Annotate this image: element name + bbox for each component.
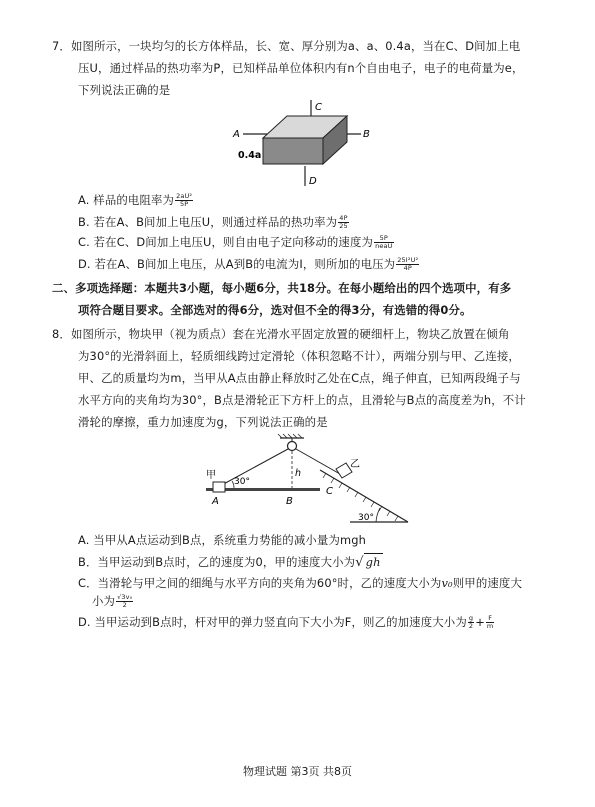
q7-option-d: D. 若在A、B间加上电压，从A到B的电流为I，则所加的电压为 $\frac{\text{25I²U²}}{4P}$ [78,256,419,272]
rope-right [296,449,340,474]
section2-line2: 项符合题目要求。全部选对的得6分，选对但不全的得3分，有选错的得0分。 [78,303,472,317]
q7-line2: 压U，通过样品的热功率为P，已知样品单位体积内有n个自由电子，电子的电荷量为e， [78,61,524,75]
q8-line5: 滑轮的摩擦，重力加速度为g，下列说法正确的是 [78,415,328,429]
label-jia: 甲 [206,470,216,481]
label-d: D [309,176,317,187]
q8-line4: 水平方向的夹角均为30°，B点是滑轮正下方杆上的点，且滑轮与B点的高度差为h，不计 [78,393,526,407]
q8-option-d: D. 当甲运动到B点时，杆对甲的弹力竖直向下大小为F，则乙的加速度大小为 $\frac{g}{2}$ + $\frac{F}{m}$ [78,614,494,630]
q7-figure-block [225,98,385,190]
q7-line1: 7．如图所示，一块均匀的长方体样品，长、宽、厚分别为a、a、0.4a，当在C、D间加上电 [52,39,521,53]
q8-option-c-line1: C．当滑轮与甲之间的细绳与水平方向的夹角为60°时，乙的速度大小为v₀则甲的速度大 [78,576,522,590]
label-angle-slope: 30° [358,513,374,523]
q7-option-a: A. 样品的电阻率为 $\frac{\text{2aU²}}{5P}$ [78,192,193,208]
q7-option-b: B. 若在A、B间加上电压U，则通过样品的热功率为 $\frac{4P}{25}$ [78,214,348,230]
q8-line1: 8．如图所示，物块甲（视为质点）套在光滑水平固定放置的硬细杆上，物块乙放置在倾角 [52,327,510,341]
label-thickness: 0.4a [238,150,262,161]
pulley [288,442,297,451]
label-b: B [363,129,370,140]
label-angle-left: 30° [234,477,250,487]
block-front [263,138,323,164]
q8-option-a: A. 当甲从A点运动到B点，系统重力势能的减小量为mgh [78,533,366,547]
q8-option-b: B．当甲运动到B点时，乙的速度为0，甲的速度大小为√ gh [78,555,381,570]
q8-line3: 甲、乙的质量均为m，当甲从A点由静止释放时乙处在C点，绳子伸直，已知两段绳子与 [78,371,521,385]
q8-option-c-line2: 小为 $\frac{\text{√3v₀}}{2}$ [92,593,133,609]
label-b: B [286,496,293,507]
block-jia [213,482,225,492]
q8-line2: 为30°的光滑斜面上，轻质细线跨过定滑轮（体积忽略不计），两端分别与甲、乙连接， [78,349,520,363]
label-c: C [326,486,333,497]
q7-line3: 下列说法正确的是 [78,83,171,97]
rope-left [220,449,288,486]
label-a: A [233,129,240,140]
q7-option-c: C. 若在C、D间加上电压U，则自由电子定向移动的速度为 $\frac{5P}{\text{neaU}}$ [78,234,393,250]
section2-line1: 二、多项选择题：本题共3小题，每小题6分，共18分。在每小题给出的四个选项中，有多 [52,281,512,295]
label-c: C [315,102,322,113]
label-a: A [212,496,219,507]
page-footer: 物理试题 第3页 共8页 [243,765,352,778]
label-h: h [295,468,302,479]
q8-figure-pulley [200,432,412,528]
label-yi: 乙 [350,459,360,470]
